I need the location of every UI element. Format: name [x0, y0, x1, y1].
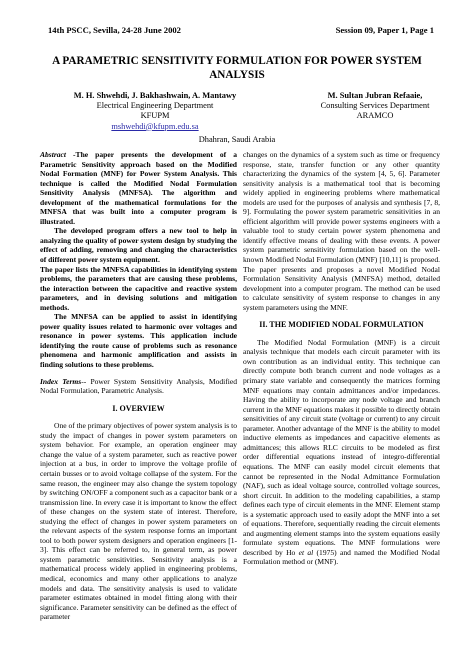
page-info: Session 09, Paper 1, Page 1	[335, 25, 434, 35]
index-terms-text: -- Power System Sensitivity Analysis, Modified Nodal Formulation, Parametric Analysis.	[40, 376, 237, 396]
index-terms-label: Index Terms	[40, 376, 82, 386]
title-line-2: ANALYSIS	[209, 68, 265, 81]
author-department: Consulting Services Department	[320, 101, 430, 111]
body-paragraph: One of the primary objectives of power system analysis is to study the impact of changes in power system parameters on system behavior. For example, an operation engineer may change the value of a system parameter, such as reactive power injection at a bus, in order to improve the voltage profile of certain busses or to avoid voltage collapse of the system. For the same reason, the engineer may also change the system topology by switching ON/OFF a component such as a capacitor bank or a transmission line. In every case it is important to know the effect of these changes on the system state of interest. Therefore, studying the effect of changes in power system parameters on the relevant aspects of the system response forms an important tool to both power system designers and operation engineers [1-3]. This effect can be referred to, in general term, as power system parametric sensitivities. Sensitivity analysis is a mathematical process widely applied in engineering problems, medical, economics and many other applications to analyze models and data. The sensitivity analysis is used to validate parameter estimates obtained in model fitting along with their significance. Parameter sensitivity can be defined as the effect of parameter	[40, 421, 237, 622]
body-text: (1975) and named the Modified Nodal Formulation method or (MNF).	[243, 547, 440, 567]
section-heading-overview: I. OVERVIEW	[112, 403, 165, 413]
running-header	[48, 25, 434, 35]
section-heading-mnf: II. THE MODIFIED NODAL FORMULATION	[259, 320, 424, 330]
author-names: M. Sultan Jubran Refaaie,	[327, 91, 423, 100]
abstract-paragraph: The paper lists the MNFSA capabilities in identifying system problems, the parameters that are causing these problems, the interaction between the capacitive and reactive system parameters, and in devising solutions and mitigation methods.	[40, 264, 237, 312]
abstract-paragraph: The MNFSA can be applied to assist in identifying power quality issues related to harmonic over voltages and resonance in power systems. This application include identifying the route cause of problems such as resonance phenomena and harmonic amplification and assists in finding solutions to these problems.	[40, 312, 237, 370]
spacer	[40, 370, 237, 377]
author-group-kfupm	[40, 91, 270, 132]
abstract-paragraph	[40, 150, 237, 226]
author-department: Electrical Engineering Department	[96, 101, 214, 111]
citation-etal: et al	[298, 547, 314, 557]
author-names: M. H. Shwehdi, J. Bakhashwain, A. Mantawy	[73, 91, 237, 100]
right-column	[243, 150, 440, 567]
author-organization: ARAMCO	[356, 111, 394, 121]
conference-info: 14th PSCC, Sevilla, 24-28 June 2002	[48, 25, 181, 35]
title-line-1: A PARAMETRIC SENSITIVITY FORMULATION FOR POWER SYSTEM	[52, 55, 422, 67]
abstract-label: Abstract	[40, 150, 66, 159]
body-paragraph	[243, 338, 440, 567]
author-organization: KFUPM	[140, 111, 170, 121]
body-text: The Modified Nodal Formulation (MNF) is a circuit analysis technique that models each circuit parameter with its own contribution as an individual entity. This technique can directly compute both branch current and node voltages as a primary state variable and consequently the matrices forming MNF equations may contain admittances and/or impedances. Having the ability to incorporate any node voltage and branch current in the MNF equations makes it possible to directly obtain sensitivities of any circuit state (voltage or current) to any circuit parameter. Another advantage of the MNF is the ability to model inductive elements as impedances and capacitive elements as admittances; this allows RLC circuits to be modeled as first order differential equations instead of integro-differential equations. The MNF can easily model circuit elements that cannot be represented in the Nodal Admittance Formulation (NAF), such as ideal voltage source, controlled voltage sources, short circuit. In addition to the modeling capabilities, a stamp defines each type of circuit elements in the MNF. Element stamp is a systematic approach used to easily adopt the MNF into a set of equations. Therefore, sequentially reading the circuit elements and augmenting element stamps into the system equations easily formulate system equations. The MNF formulations were described by Ho	[243, 337, 440, 557]
abstract-paragraph: The developed program offers a new tool to help in analyzing the quality of power system design by studying the effect of adding, removing and changing the characteristics of different power system equipment.	[40, 226, 237, 265]
author-email-link[interactable]: mshwehdi@kfupm.edu.sa	[111, 121, 199, 131]
paper-title	[40, 55, 434, 82]
index-terms	[40, 377, 237, 396]
left-column	[40, 150, 237, 622]
author-group-aramco	[280, 91, 470, 122]
author-location: Dhahran, Saudi Arabia	[198, 135, 276, 144]
abstract-text: -The paper presents the development of a Parametric Sensitivity approach based on the Modified Nodal Formation (MNF) for Power System Analysis. This technique is called the Modified Nodal Formulation Sensitivity Analysis (MNFSA). The algorithm and development of the mathematical formulations for the MNFSA that was built into a computer program is illustrated.	[40, 150, 237, 226]
body-paragraph: changes on the dynamics of a system such as time or frequency response, state, transfer function or any other quantity characterizing the dynamics of the system [4, 5, 6]. Parameter sensitivity analysis is a mathematical tool that is becoming widely applied in engineering problems where mathematical models are used for the purposes of analysis and synthesis [7, 8, 9]. Formulating the power system parametric sensitivities in an efficient algorithm will provide power systems engineers with a valuable tool to study certain power system phenomena and identify effective means of dealing with these events. A power system parametric sensitivity formulation based on the well-known Modified Nodal Formulation (MNF) [10,11] is proposed. The paper presents and proposes a novel Modified Nodal Formulation Sensitivity Analysis (MNFSA) method, detailed development into a computer program. The method can be used to calculate sensitivity of system response to changes in any system parameters using the MNF.	[243, 150, 440, 312]
